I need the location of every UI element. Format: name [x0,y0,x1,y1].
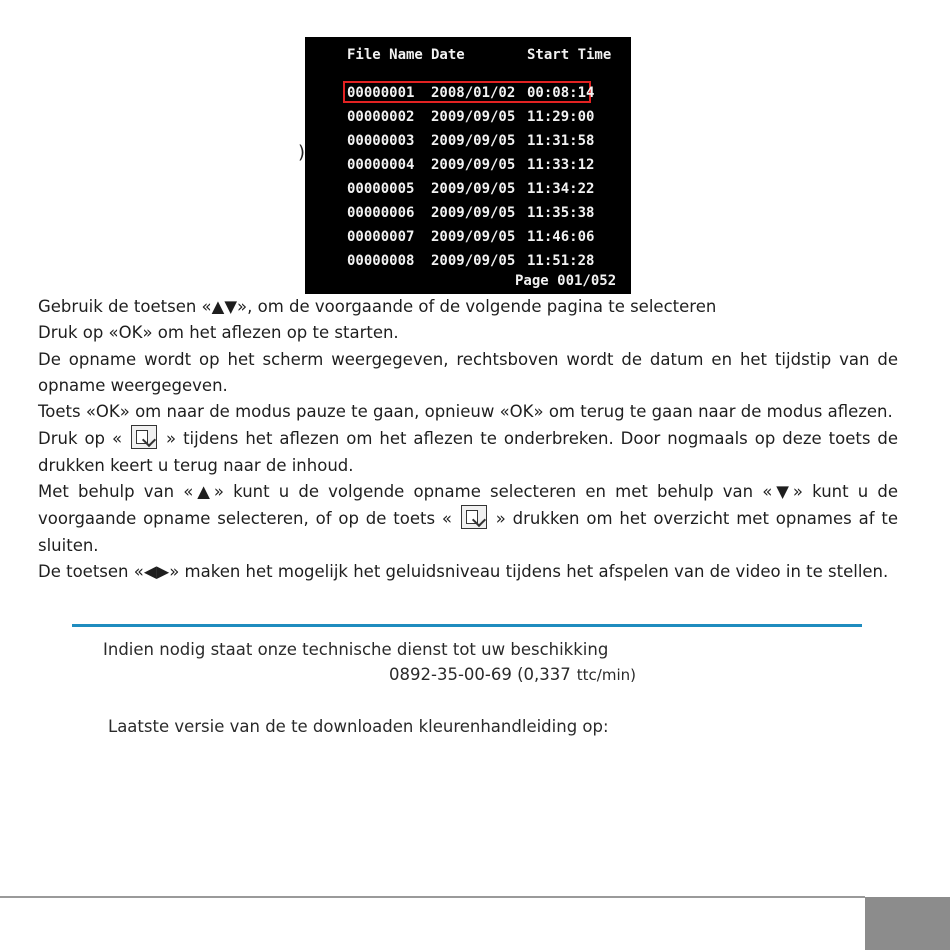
stop-text-start: Druk op « [38,429,123,449]
list-exit-icon [461,505,487,529]
file-row[interactable] [305,131,631,155]
file-name: 00000007 [347,229,415,245]
navigate-text-end: » drukken om het overzicht met opnames af te sluiten. [38,509,898,555]
instruction-stop [38,425,898,479]
section-divider [72,624,862,627]
file-name: 00000002 [347,109,415,125]
support-line: Indien nodig staat onze technische dienst tot uw beschikking [103,640,609,659]
file-name: 00000005 [347,181,415,197]
file-name: 00000003 [347,133,415,149]
stop-text-end: » tijdens het aflezen om het aflezen te onderbreken. Door nogmaals op deze toets de drukken keert u terug naar de inhoud. [38,429,899,475]
file-name: 00000008 [347,253,415,269]
page-number-box [865,897,950,950]
stray-parenthesis: ) [298,142,306,163]
instruction-pause: Toets «OK» om naar de modus pauze te gaan, opnieuw «OK» om terug te gaan naar de modus aflezen. [38,402,893,422]
list-exit-icon [131,425,157,449]
file-date: 2009/09/05 [431,229,516,245]
file-time: 00:08:14 [527,85,595,101]
file-row[interactable] [305,203,631,227]
phone-rate: ttc/min) [576,666,636,684]
instruction-volume: De toetsen «◀▶» maken het mogelijk het geluidsniveau tijdens het afspelen van de video in te stellen. [38,561,889,581]
footer-rule [0,896,865,898]
header-file-name: File Name [347,47,423,63]
file-row[interactable] [305,227,631,251]
file-row[interactable] [305,179,631,203]
file-row[interactable] [305,83,631,107]
support-phone [389,665,636,684]
latest-manual-line: Laatste versie van de te downloaden kleurenhandleiding op: [108,717,609,736]
instructions-body [38,294,898,585]
header-start-time: Start Time [527,47,612,63]
file-name: 00000004 [347,157,415,173]
file-time: 11:31:58 [527,133,595,149]
navigate-text-start: Met behulp van «▲» kunt u de volgende opname selecteren en met behulp van «▼» kunt u de voorgaande opname selecteren, of op de toets « [38,482,898,529]
file-date: 2009/09/05 [431,157,516,173]
dvr-file-list-screenshot [305,37,631,294]
file-row[interactable] [305,251,631,275]
header-date: Date [431,47,465,63]
phone-number: 0892-35-00-69 (0,337 [389,665,571,684]
instruction-page-select: Gebruik de toetsen «▲▼», om de voorgaande of de volgende pagina te selecteren [38,297,717,316]
file-time: 11:51:28 [527,253,595,269]
file-time: 11:46:06 [527,229,595,245]
file-time: 11:33:12 [527,157,595,173]
file-time: 11:35:38 [527,205,595,221]
file-date: 2009/09/05 [431,253,516,269]
file-time: 11:29:00 [527,109,595,125]
file-name: 00000001 [347,85,415,101]
file-time: 11:34:22 [527,181,595,197]
instruction-start-playback: Druk op «OK» om het aflezen op te starten. [38,323,399,343]
file-date: 2009/09/05 [431,109,516,125]
file-date: 2008/01/02 [431,85,516,101]
file-row[interactable] [305,155,631,179]
file-date: 2009/09/05 [431,181,516,197]
file-date: 2009/09/05 [431,133,516,149]
file-row[interactable] [305,107,631,131]
instruction-navigate [38,479,898,559]
instruction-display: De opname wordt op het scherm weergegeven, rechtsboven wordt de datum en het tijdstip van de opname weergegeven. [38,349,898,395]
file-name: 00000006 [347,205,415,221]
file-date: 2009/09/05 [431,205,516,221]
page-indicator: Page 001/052 [515,273,617,289]
